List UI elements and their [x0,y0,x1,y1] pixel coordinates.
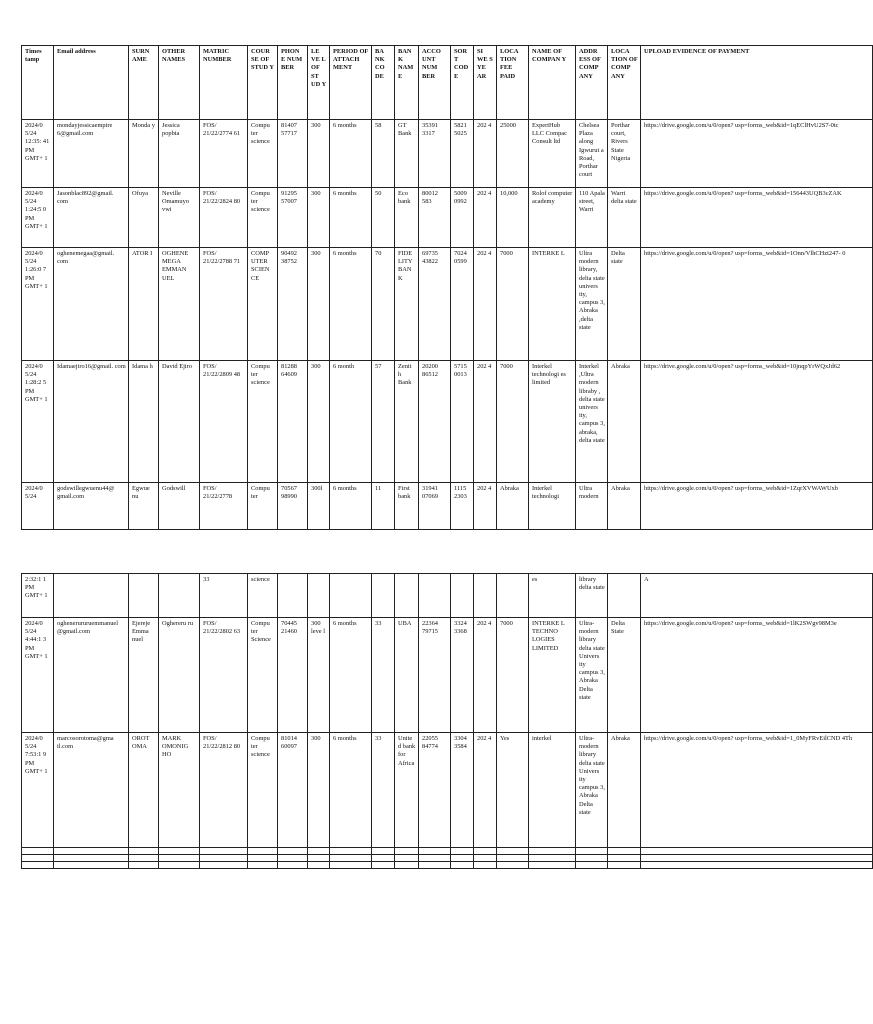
table-cell: 2024/0 5/24 12:35: 41 PM GMT+ 1 [22,120,54,188]
empty-cell [372,848,395,855]
table-cell: Abraka [497,483,529,530]
table-cell: Interkel technologi es limited [529,361,576,483]
table-cell: 91295 57007 [278,188,308,248]
table-cell: 2024/0 5/24 [22,483,54,530]
empty-cell [576,855,608,862]
table-cell: INTERKE L TECHNO LOGIES LIMITED [529,618,576,733]
table-cell: Compu ter Science [248,618,278,733]
table-cell [372,574,395,618]
column-header: PHON E NUM BER [278,46,308,120]
empty-row [22,855,873,862]
table-cell: Jasonblac892@gmail. com [54,188,129,248]
table-cell: 6 months [330,483,372,530]
table-cell: 70445 21460 [278,618,308,733]
table-row [22,733,873,848]
table-cell: Yes [497,733,529,848]
table-cell: OGHENE MEGA EMMAN UEL [159,248,200,361]
column-header: SOR T COD E [451,46,474,120]
column-header: ACCO UNT NUM BER [419,46,451,120]
table-cell [395,574,419,618]
table-cell: FOS/ 21/22/2824 80 [200,188,248,248]
table-cell: Egwue nu [129,483,159,530]
table-cell: 202 4 [474,361,497,483]
empty-cell [608,855,641,862]
table-cell: 25000 [497,120,529,188]
empty-cell [129,862,159,869]
table-page-1 [21,45,846,526]
table-cell: 70567 98990 [278,483,308,530]
table-cell: Ejereje Emma nuel [129,618,159,733]
table-cell: FOS/ 21/22/2802 63 [200,618,248,733]
empty-cell [248,862,278,869]
table-cell: es [529,574,576,618]
table-cell: 6 months [330,120,372,188]
table-cell [451,574,474,618]
empty-cell [54,862,129,869]
table-cell: FIDE LITY BAN K [395,248,419,361]
table-page-2 [21,573,853,871]
responses-table-continued [21,573,873,869]
table-cell [474,574,497,618]
table-cell: 81407 57717 [278,120,308,188]
empty-cell [159,848,200,855]
table-cell: Eco bank [395,188,419,248]
empty-cell [451,855,474,862]
empty-cell [330,862,372,869]
header-row [22,46,873,120]
empty-cell [200,848,248,855]
table-cell: 300 [308,733,330,848]
table-cell [159,574,200,618]
table-cell: FOS/ 21/22/2812 80 [200,733,248,848]
table-cell: MARK OMONIG HO [159,733,200,848]
table-cell: 7000 [497,248,529,361]
table-cell: FOS/ 21/22/2788 71 [200,248,248,361]
table-cell: ExpertHub LLC Compac Consult ltd [529,120,576,188]
empty-cell [641,855,873,862]
table-cell: https://drive.google.com/u/0/open? usp=forms_web&id=1lK2SWgv98M3e [641,618,873,733]
table-cell: 2:32:1 1 PM GMT+ 1 [22,574,54,618]
empty-cell [608,848,641,855]
table-cell: 33 [200,574,248,618]
empty-cell [22,848,54,855]
column-header: LOCA TION FEE PAID [497,46,529,120]
empty-cell [330,855,372,862]
empty-cell [497,848,529,855]
empty-cell [451,862,474,869]
table-row [22,618,873,733]
table-cell: INTERKE L [529,248,576,361]
table-cell: https://drive.google.com/u/0/open? usp=forms_web&id=1qEClHvU2S7-0tc [641,120,873,188]
table-cell: 11 [372,483,395,530]
table-cell: 22055 84774 [419,733,451,848]
table-cell: 58 [372,120,395,188]
table-cell: 50 [372,188,395,248]
empty-cell [372,862,395,869]
table-cell: https://drive.google.com/u/0/open? usp=forms_web&id=1Onn/VlhCHzt247- 0 [641,248,873,361]
column-header: UPLOAD EVIDENCE OF PAYMENT [641,46,873,120]
empty-cell [474,855,497,862]
table-cell: 202 4 [474,733,497,848]
table-row [22,483,873,530]
empty-cell [497,862,529,869]
table-cell: Compu ter science [248,733,278,848]
empty-cell [54,855,129,862]
table-cell: First bank [395,483,419,530]
table-cell: Abraka [608,733,641,848]
table-cell: 110 Apala street, Warri [576,188,608,248]
empty-cell [576,862,608,869]
table-cell: FOS/ 21/22/2809 48 [200,361,248,483]
responses-table [21,45,873,530]
empty-cell [529,862,576,869]
table-cell: Delta State [608,618,641,733]
empty-cell [129,855,159,862]
column-header: ADDR ESS OF COMP ANY [576,46,608,120]
empty-cell [330,848,372,855]
empty-cell [248,848,278,855]
empty-cell [278,848,308,855]
table-cell [129,574,159,618]
table-cell: Warri delta state [608,188,641,248]
table-cell: 202 4 [474,618,497,733]
table-cell: Idama h [129,361,159,483]
empty-row [22,862,873,869]
table-cell: 300 leve l [308,618,330,733]
table-cell [497,574,529,618]
table-row [22,120,873,188]
table-cell: 202 4 [474,483,497,530]
table-cell: Monda y [129,120,159,188]
table-cell: David Ejiro [159,361,200,483]
empty-cell [278,862,308,869]
table-cell: Ultra- modern library delta state Univers ity campus 3, Abraka Delta state [576,733,608,848]
table-cell: Jessica popbia [159,120,200,188]
table-cell: 69735 43822 [419,248,451,361]
table-cell: 57 [372,361,395,483]
empty-cell [308,855,330,862]
table-cell: science [248,574,278,618]
table-cell [278,574,308,618]
table-cell: 2024/0 5/24 1:24:5 0 PM GMT+ 1 [22,188,54,248]
table-cell: 300 [308,361,330,483]
table-cell: Compu ter [248,483,278,530]
table-cell: https://drive.google.com/u/0/open? usp=forms_web&id=1_0MyFRvEilCND 4Th [641,733,873,848]
table-cell: Interkel ,Ultra modern libraby , delta state univers ity, campus 3, abraka, delta state [576,361,608,483]
table-cell: 20200 86512 [419,361,451,483]
empty-cell [54,848,129,855]
table-cell: 6 months [330,733,372,848]
table-cell: oghenemegaa@gmail. com [54,248,129,361]
table-cell: https://drive.google.com/u/0/open? usp=forms_web&id=1ZqrXVWAWUxb [641,483,873,530]
column-header: PERIOD OF ATTACH MENT [330,46,372,120]
table-cell: 7000 [497,361,529,483]
table-cell: 2024/0 5/24 7:53:1 9 PM GMT+ 1 [22,733,54,848]
table-cell: 300 [308,188,330,248]
table-cell: Godswill [159,483,200,530]
table-cell: Compu ter science [248,361,278,483]
table-cell: 5821 5025 [451,120,474,188]
table-cell: 81014 60097 [278,733,308,848]
table-cell: 33 [372,733,395,848]
table-cell: UBA [395,618,419,733]
table-cell: Zenit h Bank [395,361,419,483]
table-cell: 202 4 [474,188,497,248]
table-cell [330,574,372,618]
table-cell: 6 month [330,361,372,483]
table-cell: Ultra- modern library delta state Univers ity campus 3, Abraka Delta state [576,618,608,733]
table-cell: A [641,574,873,618]
table-cell: 7024 0599 [451,248,474,361]
table-cell: 2024/0 5/24 1:26:0 7 PM GMT+ 1 [22,248,54,361]
column-header: SURN AME [129,46,159,120]
empty-cell [641,862,873,869]
empty-cell [395,848,419,855]
empty-cell [200,862,248,869]
table-cell: COMP UTER SCIEN CE [248,248,278,361]
table-cell: Abraka [608,361,641,483]
table-row [22,248,873,361]
table-cell: mondayjessicaempire 6@gmail.com [54,120,129,188]
empty-cell [641,848,873,855]
table-cell: 6 months [330,188,372,248]
empty-cell [451,848,474,855]
table-cell: 300 [308,120,330,188]
column-header: BA NK CO DE [372,46,395,120]
empty-cell [608,862,641,869]
empty-cell [248,855,278,862]
empty-cell [419,862,451,869]
table-cell: 22364 79715 [419,618,451,733]
empty-cell [395,855,419,862]
table-cell: FOS/ 21/22/2778 [200,483,248,530]
table-cell: 300l [308,483,330,530]
table-cell [54,574,129,618]
table-cell: Compu ter science [248,188,278,248]
table-row [22,361,873,483]
table-cell: marcosorotoma@gma il.com [54,733,129,848]
column-header: LOCA TION OF COMP ANY [608,46,641,120]
table-cell: Chelsea Plaza along Igwurut a Road, Porthar court [576,120,608,188]
table-cell: GT Bank [395,120,419,188]
table-cell: 81288 64609 [278,361,308,483]
table-cell: 10,000 [497,188,529,248]
empty-cell [278,855,308,862]
table-cell: 3324 3368 [451,618,474,733]
table-cell: Delta state [608,248,641,361]
table-cell: 202 4 [474,248,497,361]
column-header: NAME OF COMPAN Y [529,46,576,120]
empty-cell [529,848,576,855]
table-cell: Neville Omamuyo vwi [159,188,200,248]
table-cell: Interkel technologi [529,483,576,530]
table-cell: 31941 07069 [419,483,451,530]
table-cell [308,574,330,618]
column-header: Times tamp [22,46,54,120]
table-cell: 2024/0 5/24 4:44:1 3 PM GMT+ 1 [22,618,54,733]
table-cell: 33 [372,618,395,733]
table-cell [419,574,451,618]
table-cell: OROT OMA [129,733,159,848]
empty-cell [159,855,200,862]
table-cell: https://drive.google.com/u/0/open? usp=forms_web&id=156443UQB3cZAK [641,188,873,248]
table-cell: Compu ter science [248,120,278,188]
empty-cell [159,862,200,869]
column-header: SI WE S YE AR [474,46,497,120]
table-cell: 3304 3584 [451,733,474,848]
table-cell: Oghereru ru [159,618,200,733]
column-header: MATRIC NUMBER [200,46,248,120]
empty-cell [308,862,330,869]
table-row [22,574,873,618]
empty-cell [22,862,54,869]
empty-cell [419,848,451,855]
table-cell: Ofuya [129,188,159,248]
table-cell: ATOR I [129,248,159,361]
column-header: Email address [54,46,129,120]
table-row [22,188,873,248]
table-cell: 6 months [330,248,372,361]
table-cell: 2024/0 5/24 1:28:2 5 PM GMT+ 1 [22,361,54,483]
empty-cell [474,848,497,855]
table-cell: 35391 3317 [419,120,451,188]
table-cell: FOS/ 21/22/2774 61 [200,120,248,188]
table-cell [608,574,641,618]
table-cell: Rolof computer academy [529,188,576,248]
table-cell: Abraka [608,483,641,530]
table-cell: 70 [372,248,395,361]
table-cell: godswillegwuenu44@ gmail.com [54,483,129,530]
empty-cell [419,855,451,862]
table-cell: 90492 38752 [278,248,308,361]
empty-cell [372,855,395,862]
empty-cell [22,855,54,862]
column-header: OTHER NAMES [159,46,200,120]
table-cell: interkel [529,733,576,848]
table-cell: 5009 0992 [451,188,474,248]
empty-cell [576,848,608,855]
table-cell: Porthar court, Rivers State Nigeria [608,120,641,188]
empty-cell [308,848,330,855]
empty-cell [129,848,159,855]
empty-cell [200,855,248,862]
table-cell: Idamaejiro16@gmail. com [54,361,129,483]
column-header: LE VE L OF ST UD Y [308,46,330,120]
table-cell: https://drive.google.com/u/0/open? usp=forms_web&id=10jnqpYrWQxJd62 [641,361,873,483]
empty-cell [497,855,529,862]
empty-cell [474,862,497,869]
column-header: COUR SE OF STUD Y [248,46,278,120]
table-cell: oghenerururuemmanuel @gmail.com [54,618,129,733]
table-cell: 80012 583 [419,188,451,248]
table-cell: Ultra modern [576,483,608,530]
column-header: BAN K NAM E [395,46,419,120]
table-cell: 202 4 [474,120,497,188]
table-cell: 1115 2303 [451,483,474,530]
table-cell: 6 months [330,618,372,733]
table-cell: 5715 0013 [451,361,474,483]
table-cell: library delta state [576,574,608,618]
empty-cell [529,855,576,862]
table-cell: 300 [308,248,330,361]
table-cell: 7000 [497,618,529,733]
empty-cell [395,862,419,869]
empty-row [22,848,873,855]
table-cell: Unite d bank for Africa [395,733,419,848]
table-cell: Ultra modern library, delta state univers ity, campus 3, Abraka ,delta state [576,248,608,361]
